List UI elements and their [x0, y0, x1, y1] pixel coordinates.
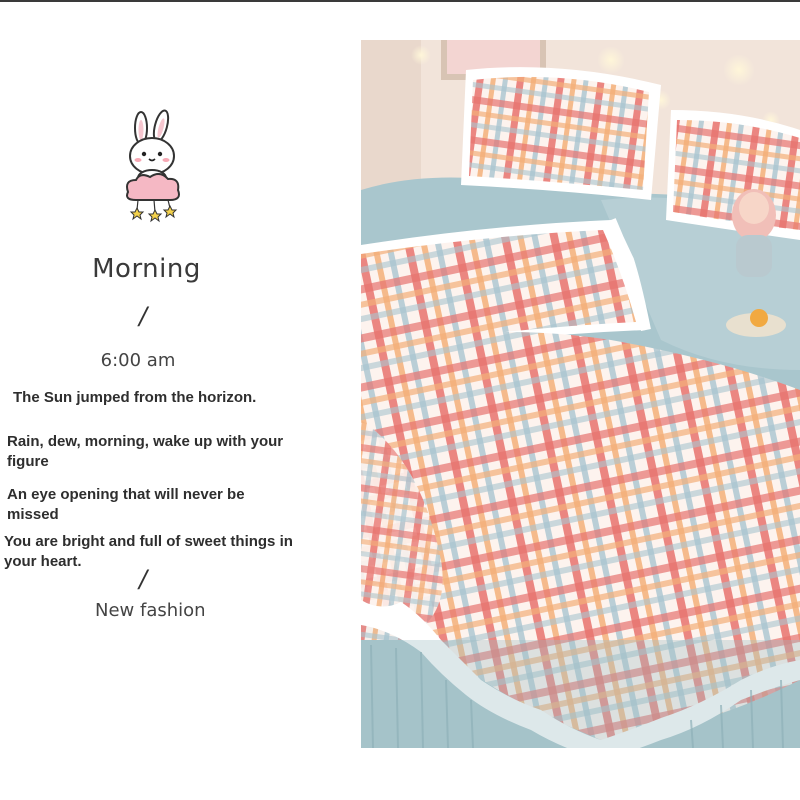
body-line-eye: An eye opening that will never be missed: [7, 486, 245, 523]
bedding-set-photo: [361, 40, 800, 748]
body-line-rain: Rain, dew, morning, wake up with your figure: [7, 433, 284, 470]
tagline: New fashion: [95, 600, 206, 621]
text-panel: [0, 0, 360, 800]
separator-slash: /: [139, 302, 148, 330]
bunny-on-cloud-icon: [118, 108, 188, 226]
body-line-sun: The Sun jumped from the horizon.: [13, 389, 257, 406]
separator-slash-footer: /: [139, 565, 148, 593]
page-title: Morning: [92, 254, 201, 284]
time-label: 6:00 am: [100, 350, 176, 371]
body-line-bright: You are bright and full of sweet things in your heart.: [4, 533, 293, 570]
